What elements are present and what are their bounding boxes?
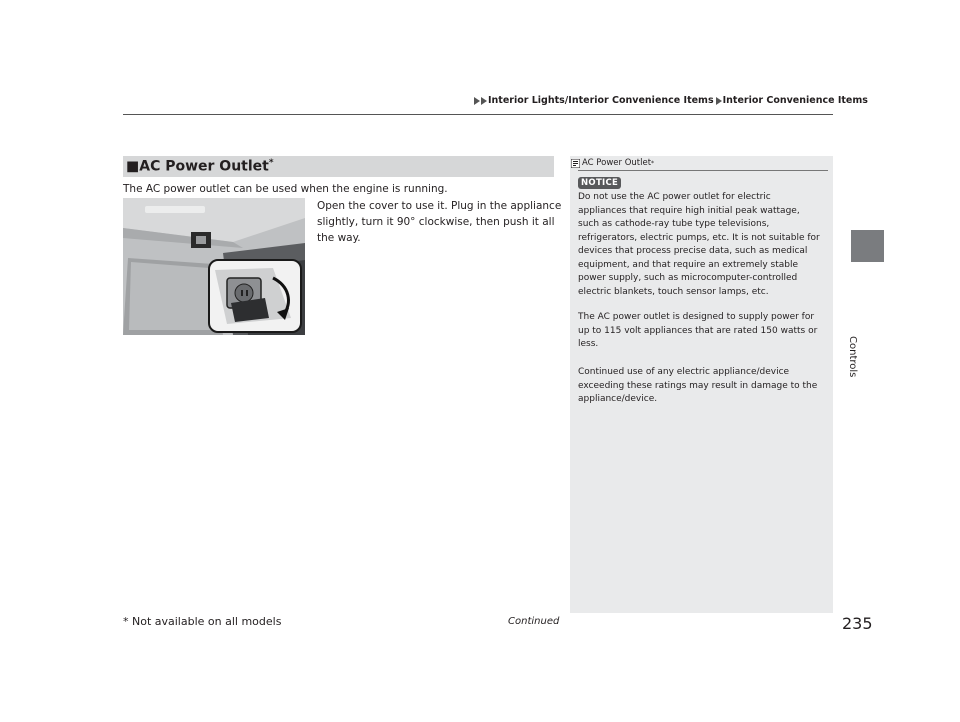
chapter-label[interactable]: Controls xyxy=(847,336,858,378)
availability-mark: * xyxy=(651,159,655,167)
footnote: * Not available on all models xyxy=(123,615,282,628)
note-line: Do not use the AC power outlet for electric xyxy=(578,192,771,202)
note-line: Continued use of any electric appliance/device xyxy=(578,367,790,377)
note-line: equipment, and that require an extremely stable xyxy=(578,259,799,270)
instruction-line: slightly, turn it 90° clockwise, then push it all xyxy=(317,216,555,228)
breadcrumb-arrow-icon xyxy=(481,97,487,105)
availability-mark: * xyxy=(268,158,274,169)
note-line: appliances that require high initial peak wattage, xyxy=(578,205,800,216)
note-line: up to 115 volt appliances that are rated 150 watts or xyxy=(578,325,818,336)
section-heading-bar xyxy=(123,156,554,177)
note-heading xyxy=(571,158,654,168)
note-line: electric blankets, touch sensor lamps, etc. xyxy=(578,286,769,297)
breadcrumb-part-1[interactable]: Interior Lights/Interior Convenience Items xyxy=(488,95,714,106)
continued-label: Continued xyxy=(508,616,560,627)
breadcrumb xyxy=(474,95,868,106)
section-marker: ■ xyxy=(126,158,140,175)
note-line: The AC power outlet is designed to supply power for xyxy=(578,312,815,322)
rating-paragraph xyxy=(578,311,830,352)
breadcrumb-part-2[interactable]: Interior Convenience Items xyxy=(722,95,868,106)
instruction-text xyxy=(317,198,562,246)
chapter-tab xyxy=(851,230,884,262)
intro-text: The AC power outlet can be used when the engine is running. xyxy=(123,183,448,195)
note-line: such as cathode-ray tube type televisions, xyxy=(578,219,770,229)
note-line: appliance/device. xyxy=(578,394,658,404)
note-rule xyxy=(578,170,828,171)
note-line: exceeding these ratings may result in damage to the xyxy=(578,380,818,391)
warning-paragraph xyxy=(578,366,830,407)
instruction-line: the way. xyxy=(317,232,361,244)
note-heading-text: AC Power Outlet xyxy=(582,158,652,168)
instruction-line: Open the cover to use it. Plug in the appliance xyxy=(317,200,562,212)
reference-icon xyxy=(571,159,580,168)
section-title-text: AC Power Outlet xyxy=(139,158,269,175)
notice-badge: NOTICE xyxy=(578,177,621,189)
section-title xyxy=(123,158,274,175)
breadcrumb-arrow-icon xyxy=(716,97,722,105)
breadcrumb-arrow-icon xyxy=(474,97,480,105)
page-number: 235 xyxy=(842,614,873,633)
notice-paragraph xyxy=(578,191,830,299)
note-line: refrigerators, electric pumps, etc. It is not suitable for xyxy=(578,232,820,243)
outlet-illustration xyxy=(123,198,305,335)
header-rule xyxy=(123,114,833,115)
note-line: power supply, such as microcomputer-controlled xyxy=(578,273,798,283)
note-line: devices that process precise data, such as medical xyxy=(578,246,808,256)
note-line: less. xyxy=(578,339,599,349)
